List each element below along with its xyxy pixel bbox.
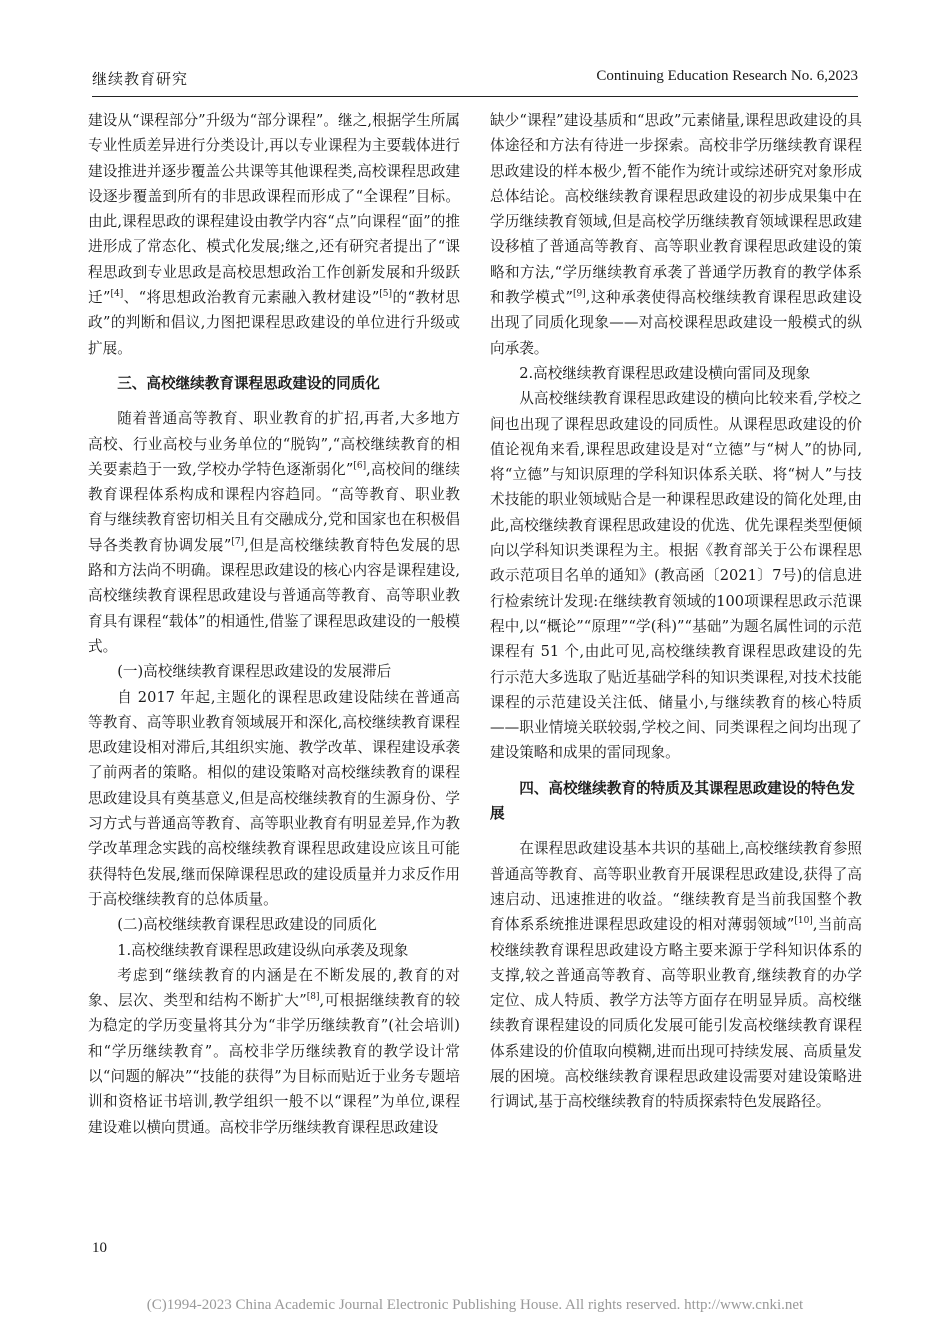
paragraph: 随着普通高等教育、职业教育的扩招,再者,大多地方高校、行业高校与业务单位的“脱钩”,“高校继续教育的相关要素趋于一致,学校办学特色逐渐弱化”[6],高校间的继续教育课程体系构成和课程内容趋同。“高等教育、职业教育与继续教育密切相关且有交融成分,党和国家也在积极倡导各类教育协调发展”[7],但是高校继续教育特色发展的思路和方法尚不明确。课程思政建设的核心内容是课程建设,高校继续教育课程思政建设与普通高等教育、高等职业教育具有课程“载体”的相通性,借鉴了课程思政建设的一般模式。 (88, 410, 461, 655)
issue-info: Continuing Education Research No. 6,2023 (596, 68, 858, 84)
journal-name: 继续教育研究 (92, 70, 189, 88)
paragraph: 自 2017 年起,主题化的课程思政建设陆续在普通高等教育、高等职业教育领域展开和深化,高校继续教育课程思政建设相对滞后,其组织实施、教学改革、课程建设承袭了前两者的策略。相似的建设策略对高校继续教育的课程思政建设具有奠基意义,但是高校继续教育的生源身份、学习方式与普通高等教育、高等职业教育有明显差异,作为教学改革理念实践的高校继续教育课程思政建设应该且可能获得特色发展,继而保障课程思政的建设质量并力求反作用于高校继续教育的总体质量。 (88, 688, 460, 908)
subsection-heading: (二)高校继续教育课程思政建设的同质化 (117, 916, 377, 934)
section-heading: 三、高校继续教育课程思政建设的同质化 (117, 374, 380, 392)
citation: [4] (110, 289, 124, 300)
citation: [10] (794, 916, 813, 927)
page-number: 10 (92, 1240, 107, 1256)
citation: [5] (379, 289, 393, 300)
copyright-footer: (C)1994-2023 China Academic Journal Electronic Publishing House. All rights reserved. http://www.cnki.net (146, 1297, 804, 1313)
left-column (88, 108, 460, 1140)
paragraph: 缺少“课程”建设基质和“思政”元素储量,课程思政建设的具体途径和方法有待进一步探索。高校非学历继续教育课程思政建设的样本极少,暂不能作为统计或综述研究对象形成总体结论。高校继续教育课程思政建设的初步成果集中在学历继续教育领域,但是高校学历继续教育领域课程思政建设移植了普通高等教育、高等职业教育课程思政建设的策略和方法,“学历继续教育承袭了普通学历教育的教学体系和教学模式”[9],这种承袭使得高校继续教育课程思政建设出现了同质化现象——对高校课程思政建设一般模式的纵向承袭。 (490, 112, 863, 357)
running-header (92, 62, 858, 97)
right-column (490, 108, 862, 1115)
citation: [7] (231, 536, 245, 547)
citation: [9] (572, 289, 586, 300)
citation: [8] (306, 992, 320, 1003)
paragraph: 考虑到“继续教育的内涵是在不断发展的,教育的对象、层次、类型和结构不断扩大”[8],可根据继续教育的较为稳定的学历变量将其分为“非学历继续教育”(社会培训)和“学历继续教育”。高校非学历继续教育的教学设计常以“问题的解决”“技能的获得”为目标而贴近于业务专题培训和资格证书培训,教学组织一般不以“课程”为单位,课程建设难以横向贯通。高校非学历继续教育课程思政建设 (88, 966, 460, 1136)
subsection-heading: 1.高校继续教育课程思政建设纵向承袭及现象 (117, 941, 409, 959)
section-heading: 四、高校继续教育的特质及其课程思政建设的特色发展 (490, 779, 855, 823)
paragraph: 从高校继续教育课程思政建设的横向比较来看,学校之间也出现了课程思政建设的同质性。从课程思政建设的价值论视角来看,课程思政建设是对“立德”与“树人”的协同,将“立德”与知识原理的学科知识体系关联、将“树人”与技术技能的职业领域贴合是一种课程思政建设的简化处理,由此,高校继续教育课程思政建设的优选、优先课程类型便倾向以学科知识类课程为主。根据《教育部关于公布课程思政示范项目名单的通知》(教高函〔2021〕7号)的信息进行检索统计发现:在继续教育领域的100项课程思政示范课程中,以“概论”“原理”“学(科)”“基础”为题名属性词的示范课程有 51 个,由此可见,高校继续教育课程思政建设的先行示范大多选取了贴近基础学科的知识类课程,对技术技能课程的示范建设关注低、储量小,与继续教育的核心特质——职业情境关联较弱,学校之间、同类课程之间均出现了建设策略和成果的雷同现象。 (490, 390, 862, 762)
paragraph: 建设从“课程部分”升级为“部分课程”。继之,根据学生所属专业性质差异进行分类设计,再以专业课程为主要载体进行建设推进并逐步覆盖公共课等其他课程类,高校课程思政建设逐步覆盖到所有的非思政课程而形成了“全课程”目标。由此,课程思政的课程建设由教学内容“点”向课程“面”的推进形成了常态化、模式化发展;继之,还有研究者提出了“课程思政到专业思政是高校思想政治工作创新发展和升级跃迁”[4]、“将思想政治教育元素融入教材建设”[5]的“教材思政”的判断和倡议,力图把课程思政建设的单位进行升级或扩展。 (88, 112, 460, 357)
subsection-heading: 2.高校继续教育课程思政建设横向雷同及现象 (519, 364, 811, 382)
paragraph: 在课程思政建设基本共识的基础上,高校继续教育参照普通高等教育、高等职业教育开展课程思政建设,获得了高速启动、迅速推进的收益。“继续教育是当前我国整个教育体系系统推进课程思政建设的相对薄弱领域”[10],当前高校继续教育课程思政建设方略主要来源于学科知识体系的支撑,较之普通高等教育、高等职业教育,继续教育的办学定位、成人特质、教学方法等方面存在明显异质。高校继续教育课程建设的同质化发展可能引发高校继续教育课程体系建设的价值取向模糊,进而出现可持续发展、高质量发展的困境。高校继续教育课程思政建设需要对建设策略进行调试,基于高校继续教育的特质探索特色发展路径。 (490, 840, 862, 1111)
citation: [6] (353, 460, 367, 471)
subsection-heading: (一)高校继续教育课程思政建设的发展滞后 (117, 663, 392, 681)
